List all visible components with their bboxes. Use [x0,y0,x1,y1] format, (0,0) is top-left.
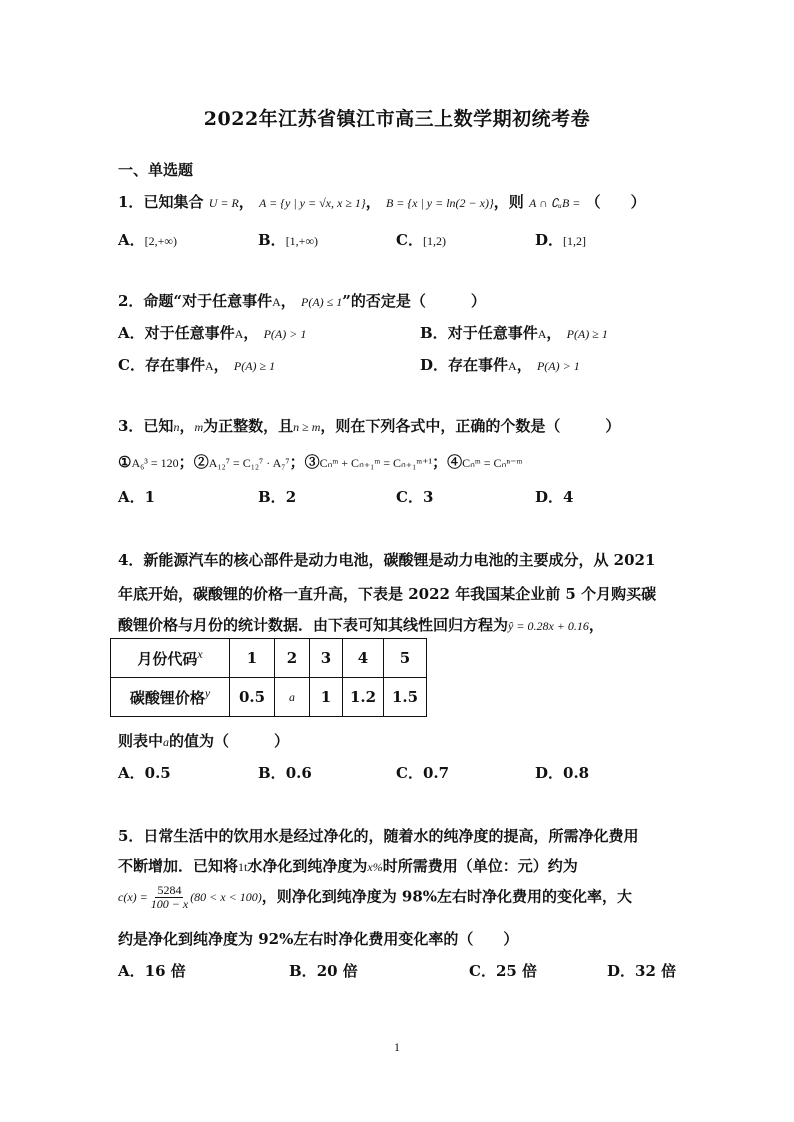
table-cell: 1.5 [384,678,427,717]
statement-2: ②A₁₂⁷ = C₁₂⁷ · A₇⁷ [193,453,290,471]
table-cell: 2 [275,639,310,678]
q3-option-a[interactable]: A．1 [118,488,156,506]
table-cell: 4 [343,639,384,678]
q3-option-b[interactable]: B．2 [258,488,297,506]
data-table [110,638,427,717]
q5-option-d[interactable]: D．32 倍 [607,962,677,980]
q4-option-d[interactable]: D．0.8 [535,764,590,782]
table-row-month [111,639,427,678]
set-expression: A ∩ ∁ᵤB = [529,196,581,210]
statement-3: ③Cₙᵐ + Cₙ₊₁ᵐ = Cₙ₊₁ᵐ⁺¹ [304,453,433,471]
regression-equation: ŷ = 0.28x + 0.16 [508,619,589,633]
page-title: 2022年江苏省镇江市高三上数学期初统考卷 [203,108,591,130]
question-4-ask: 则表中a的值为（ ） [118,732,290,750]
q2-option-d[interactable]: D．存在事件A， P(A) > 1 [420,356,580,374]
cost-function: c(x) = $\frac{5284}{100 - x}$ (80 < x < 100) [118,883,262,911]
table-header-month: 月份代码$^x$ [111,639,230,678]
q5-option-b[interactable]: B．20 倍 [289,962,358,980]
question-3-statements: ①A₆³ = 120；②A₁₂⁷ = C₁₂⁷ · A₇⁷；③Cₙᵐ + Cₙ₊₁ᵐ = Cₙ₊₁ᵐ⁺¹；④Cₙᵐ = Cₙⁿ⁻ᵐ [118,453,523,471]
q1-option-d[interactable]: D．[1,2] [535,231,587,249]
table-cell: 1 [230,639,275,678]
table-cell: 5 [384,639,427,678]
question-4-line-1: 4．新能源汽车的核心部件是动力电池，碳酸锂是动力电池的主要成分，从 2021 [118,551,656,569]
set-b: B = {x | y = ln(2 − x)} [385,196,494,210]
q1-option-b[interactable]: B．[1,+∞) [258,231,319,249]
table-cell: 1 [310,678,343,717]
q4-option-b[interactable]: B．0.6 [258,764,312,782]
q1-option-c[interactable]: C．[1,2) [396,231,446,249]
question-1-stem: 1．已知集合 U = R， A = {y | y = √x, x ≥ 1}， B = {x | y = ln(2 − x)}，则 A ∩ ∁ᵤB = （ ） [118,193,646,211]
set-a: A = {y | y = √x, x ≥ 1} [259,196,366,210]
question-5-line-2: 不断增加．已知将1t水净化到纯净度为x%时所需费用（单位：元）约为 [118,857,578,875]
question-5-line-3: c(x) = $\frac{5284}{100 - x}$ (80 < x < 100) ，则净化到纯净度为 98%左右时净化费用的变化率，大 [118,883,633,911]
q2-option-c[interactable]: C．存在事件A， P(A) ≥ 1 [118,356,276,374]
statement-4: ④Cₙᵐ = Cₙⁿ⁻ᵐ [447,453,523,471]
q3-option-c[interactable]: C．3 [396,488,434,506]
table-cell: a [275,678,310,717]
q2-option-b[interactable]: B．对于任意事件A， P(A) ≥ 1 [420,324,608,342]
q3-option-d[interactable]: D．4 [535,488,574,506]
set-u: U = R [208,196,239,210]
answer-paren: （ ） [585,193,646,211]
question-3-stem: 3．已知n，m为正整数，且n ≥ m，则在下列各式中，正确的个数是（ ） [118,417,621,435]
q5-option-c[interactable]: C．25 倍 [469,962,538,980]
q1-option-a[interactable]: A．[2,+∞) [118,231,177,249]
question-4-line-3: 酸锂价格与月份的统计数据．由下表可知其线性回归方程为ŷ = 0.28x + 0.16， [118,616,604,634]
statement-1: ①A₆³ = 120 [118,453,179,471]
page-number: 1 [394,1040,400,1054]
q2-option-a[interactable]: A．对于任意事件A， P(A) > 1 [118,324,307,342]
section-heading: 一、单选题 [118,161,194,179]
question-5-line-1: 5．日常生活中的饮用水是经过净化的，随着水的纯净度的提高，所需净化费用 [118,827,639,845]
question-2-stem: 2．命题“对于任意事件A， P(A) ≤ 1”的否定是（ ） [118,292,486,310]
question-5-line-4: 约是净化到纯净度为 92%左右时净化费用变化率的（ ） [118,930,519,948]
table-row-price [111,678,427,717]
table-header-price: 碳酸锂价格$^y$ [111,678,230,717]
table-cell: 0.5 [230,678,275,717]
q4-option-a[interactable]: A．0.5 [118,764,171,782]
fraction: $\frac{5284}{100 - x}$ [150,883,189,911]
table-cell: 3 [310,639,343,678]
q4-option-c[interactable]: C．0.7 [396,764,450,782]
q5-option-a[interactable]: A．16 倍 [118,962,186,980]
question-4-line-2: 年底开始，碳酸锂的价格一直升高，下表是 2022 年我国某企业前 5 个月购买碳 [118,585,657,603]
table-cell: 1.2 [343,678,384,717]
